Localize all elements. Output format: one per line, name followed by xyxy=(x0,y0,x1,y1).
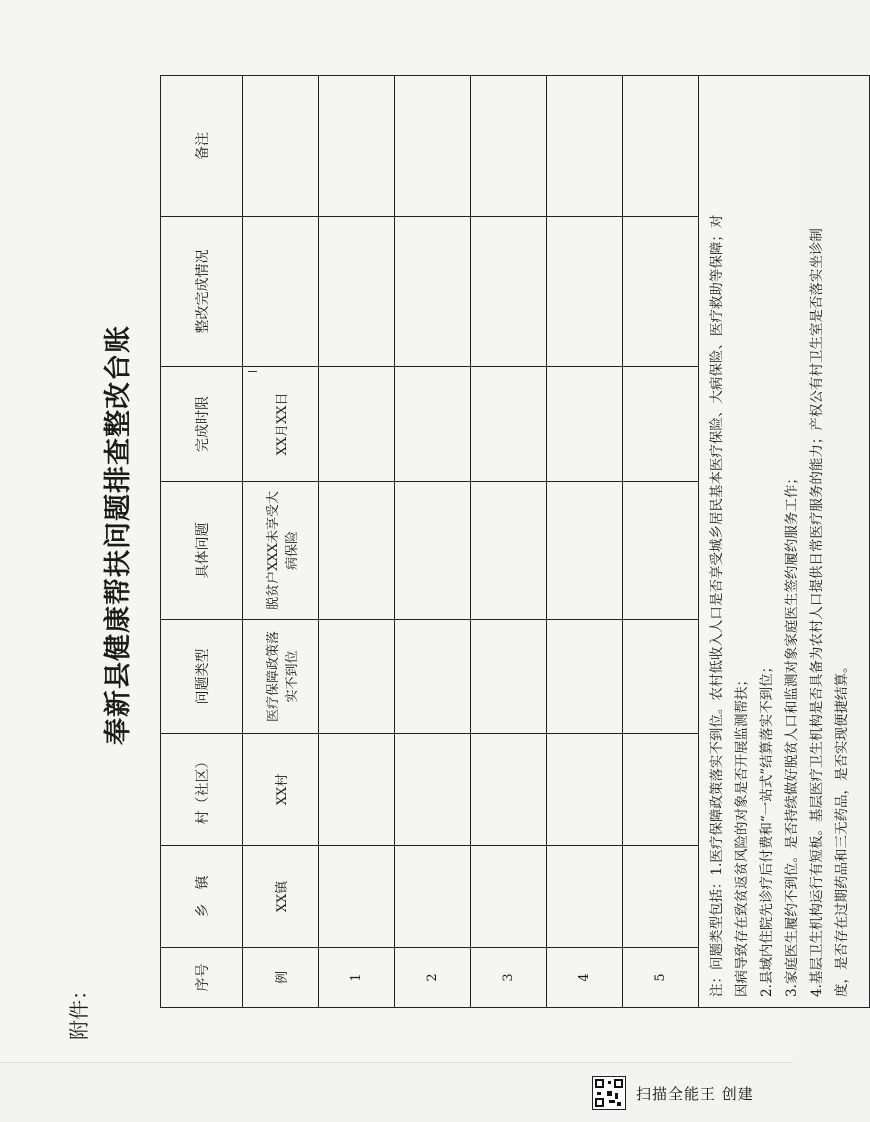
header-cell: 备注 xyxy=(161,76,243,217)
table-cell: 3 xyxy=(471,948,547,1008)
table-cell: 5 xyxy=(623,948,699,1008)
table-cell xyxy=(319,76,395,217)
table-cell xyxy=(471,620,547,734)
table-cell xyxy=(623,217,699,367)
table-cell xyxy=(319,734,395,846)
table-cell xyxy=(623,482,699,620)
table-cell xyxy=(243,217,319,367)
table-cell xyxy=(395,846,471,948)
watermark-text: 扫描全能王 创建 xyxy=(636,1084,754,1103)
table-cell: 医疗保障政策落实不到位 xyxy=(243,620,319,734)
header-row xyxy=(161,76,243,1008)
note-cell xyxy=(699,76,870,1008)
header-cell: 完成时限 xyxy=(161,367,243,482)
header-cell: 序号 xyxy=(161,948,243,1008)
table-cell: XX村 xyxy=(243,734,319,846)
table-cell: XX镇 xyxy=(243,846,319,948)
table-row xyxy=(623,76,699,1008)
table-cell xyxy=(623,76,699,217)
example-row xyxy=(243,76,319,1008)
table-cell: 4 xyxy=(547,948,623,1008)
table-cell xyxy=(471,734,547,846)
note-line: 注：问题类型包括：1.医疗保障政策落实不到位。农村低收入人口是否享受城乡居民基本医疗保险、大病保险、医疗救助等保障；对 xyxy=(709,214,725,997)
note-line: 度，是否存在过期药品和三无药品，是否实现便捷结算。 xyxy=(834,659,850,997)
note-line: 2.县域内住院先诊疗后付费和“一站式”结算落实不到位； xyxy=(759,659,775,997)
table-cell xyxy=(623,734,699,846)
table-cell xyxy=(395,76,471,217)
table-cell xyxy=(471,76,547,217)
header-cell: 乡 镇 xyxy=(161,846,243,948)
table-cell xyxy=(547,217,623,367)
table-cell: XX月XX日 xyxy=(243,367,319,482)
table-cell xyxy=(319,482,395,620)
table-cell xyxy=(547,482,623,620)
table-cell xyxy=(471,846,547,948)
table-cell: 例 xyxy=(243,948,319,1008)
table-row xyxy=(471,76,547,1008)
table-row xyxy=(395,76,471,1008)
rotated-document xyxy=(67,30,850,1040)
table-cell xyxy=(395,620,471,734)
header-cell: 整改完成情况 xyxy=(161,217,243,367)
table-cell xyxy=(395,734,471,846)
table-row xyxy=(547,76,623,1008)
table-cell xyxy=(319,846,395,948)
note-line: 4.基层卫生机构运行有短板。基层医疗卫生机构是否具备为农村人口提供日常医疗服务的能力；产权公有村卫生室是否落实坐诊制 xyxy=(809,228,825,997)
note-row xyxy=(699,76,870,1008)
table-cell xyxy=(471,367,547,482)
table-cell xyxy=(547,367,623,482)
table-cell xyxy=(547,846,623,948)
note-line: 因病导致存在致贫返贫风险的对象是否开展监测帮扶； xyxy=(734,673,750,997)
table-cell xyxy=(547,620,623,734)
table-cell xyxy=(623,367,699,482)
table-cell xyxy=(319,217,395,367)
table-cell xyxy=(243,76,319,217)
table-cell xyxy=(395,482,471,620)
table-cell xyxy=(319,620,395,734)
table-cell xyxy=(471,482,547,620)
qr-code-icon xyxy=(592,1076,626,1110)
table-cell xyxy=(547,76,623,217)
table-cell: 2 xyxy=(395,948,471,1008)
table-cell: 脱贫户XXX未享受大病保险 xyxy=(243,482,319,620)
table-cell xyxy=(623,620,699,734)
table-cell xyxy=(319,367,395,482)
table-cell: 1 xyxy=(319,948,395,1008)
table-cell xyxy=(395,367,471,482)
ledger-table xyxy=(160,75,870,1008)
header-cell: 村（社区） xyxy=(161,734,243,846)
note-line: 3.家庭医生履约不到位。是否持续做好脱贫人口和监测对象家庭医生签约履约服务工作； xyxy=(784,471,800,997)
table-row xyxy=(319,76,395,1008)
header-cell: 具体问题 xyxy=(161,482,243,620)
header-cell: 问题类型 xyxy=(161,620,243,734)
table-cell xyxy=(547,734,623,846)
table-cell xyxy=(623,846,699,948)
scanner-watermark xyxy=(592,1073,782,1113)
document-title: 奉新县健康帮扶问题排查整改台账 xyxy=(103,325,134,745)
attachment-label: 附件： xyxy=(67,980,91,1040)
table-cell xyxy=(395,217,471,367)
table-cell xyxy=(471,217,547,367)
